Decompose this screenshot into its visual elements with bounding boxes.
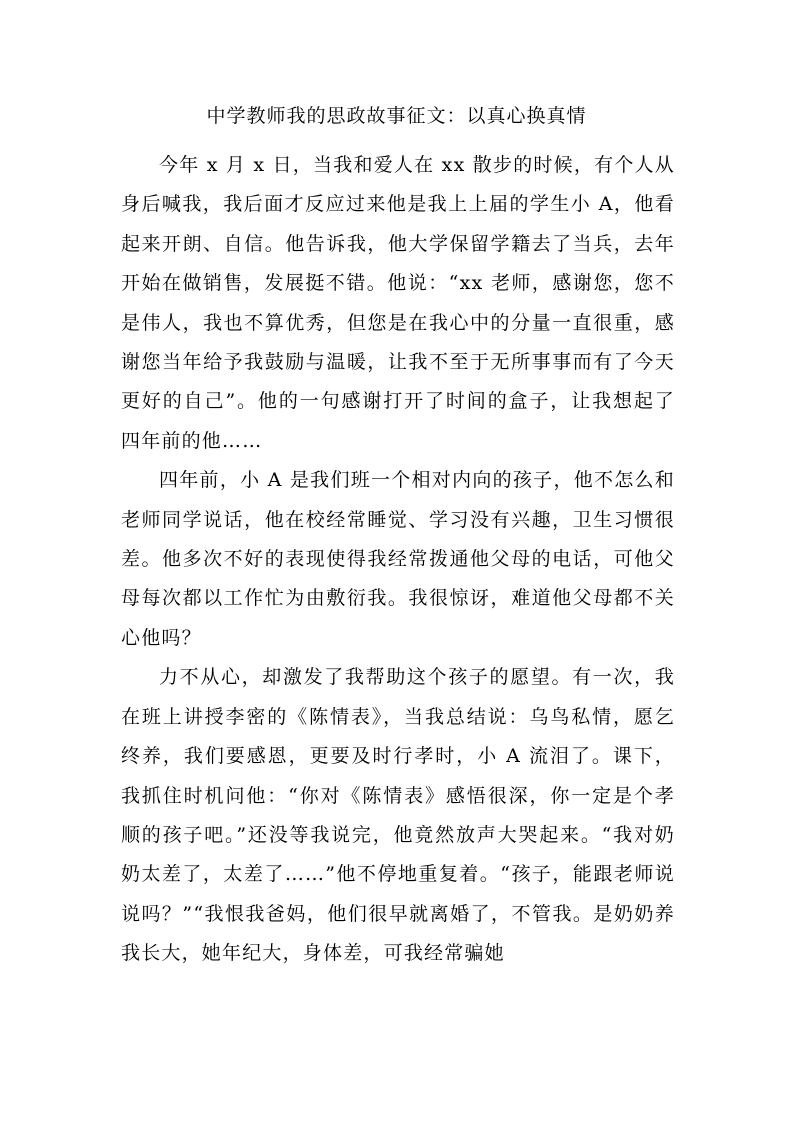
paragraph-1: 今年 x 月 x 日，当我和爱人在 xx 散步的时候，有个人从身后喊我，我后面才反应过来他是我上上届的学生小 A，他看起来开朗、自信。他告诉我，他大学保留学籍去了当兵，去年开始在做销售，发展挺不错。他说：“xx 老师，感谢您，您不是伟人，我也不算优秀，但您是在我心中的分量一直很重，感谢您当年给予我鼓励与温暖，让我不至于无所事事而有了今天更好的自己”。他的一句感谢打开了时间的盒子，让我想起了四年前的他…… xyxy=(121,154,675,452)
document-body xyxy=(121,146,675,974)
paragraph-2: 四年前，小 A 是我们班一个相对内向的孩子，他不怎么和老师同学说话，他在校经常睡觉、学习没有兴趣，卫生习惯很差。他多次不好的表现使得我经常拨通他父母的电话，可他父母每次都以工作忙为由敷衍我。我很惊讶，难道他父母都不关心他吗？ xyxy=(121,469,675,649)
document-title: 中学教师我的思政故事征文：以真心换真情 xyxy=(206,105,587,127)
paragraph-3: 力不从心，却激发了我帮助这个孩子的愿望。有一次，我在班上讲授李密的《陈情表》，当我总结说：乌鸟私情，愿乞终养，我们要感恩，更要及时行孝时，小 A 流泪了。课下，我抓住时机问他：“你对《陈情表》感悟很深，你一定是个孝顺的孩子吧。”还没等我说完，他竟然放声大哭起来。“我对奶奶太差了，太差了……”他不停地重复着。“孩子，能跟老师说说吗？”“我恨我爸妈，他们很早就离婚了，不管我。是奶奶养我长大，她年纪大，身体差，可我经常骗她 xyxy=(121,666,675,965)
